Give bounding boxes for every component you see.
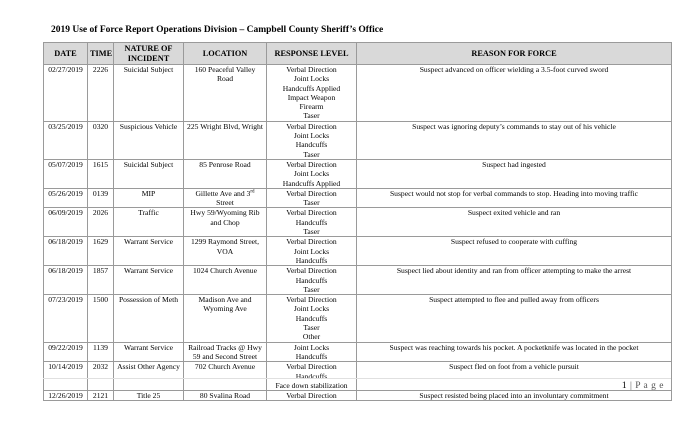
response-item: Verbal Direction — [286, 188, 337, 198]
cell-reason: Suspect attempted to flee and pulled away from officers — [357, 295, 672, 342]
response-item: Verbal Direction — [286, 391, 337, 401]
response-item: Handcuffs — [295, 351, 328, 361]
cell-location: Railroad Tracks @ Hwy 59 and Second Street — [184, 342, 267, 362]
cell-response — [267, 391, 357, 401]
table-row — [44, 362, 672, 391]
cell-nature: Assist Other Agency — [114, 362, 184, 391]
response-item: Taser — [303, 323, 320, 333]
footer-divider — [43, 378, 671, 379]
cell-date: 02/27/2019 — [44, 65, 88, 122]
response-item: Handcuffs — [295, 140, 328, 150]
table-row — [44, 295, 672, 342]
cell-date: 06/09/2019 — [44, 208, 88, 237]
cell-reason: Suspect fled on foot from a vehicle pursuit — [357, 362, 672, 391]
response-item: Handcuffs Applied — [282, 178, 341, 188]
cell-response — [267, 188, 357, 208]
cell-location: 80 Svalina Road — [184, 391, 267, 401]
header-response: RESPONSE LEVEL — [267, 43, 357, 65]
response-item: Verbal Direction — [286, 159, 337, 169]
response-item: Taser — [303, 198, 320, 208]
cell-response — [267, 65, 357, 122]
response-item: Verbal Direction — [286, 237, 337, 247]
table-row — [44, 121, 672, 159]
table-row — [44, 391, 672, 401]
cell-date: 05/07/2019 — [44, 159, 88, 188]
cell-date: 03/25/2019 — [44, 121, 88, 159]
cell-location: 225 Wright Blvd, Wright — [184, 121, 267, 159]
cell-response — [267, 159, 357, 188]
table-body — [44, 65, 672, 401]
cell-time: 0139 — [88, 188, 114, 208]
cell-time: 0320 — [88, 121, 114, 159]
response-item: Other — [302, 332, 321, 342]
cell-time: 2026 — [88, 208, 114, 237]
table-row — [44, 188, 672, 208]
cell-reason: Suspect lied about identity and ran from officer attempting to make the arrest — [357, 266, 672, 295]
response-item: Joint Locks — [293, 342, 330, 352]
cell-time: 1629 — [88, 237, 114, 266]
response-item: Verbal Direction — [286, 266, 337, 276]
response-item: Verbal Direction — [286, 208, 337, 218]
cell-nature: Title 25 — [114, 391, 184, 401]
header-reason: REASON FOR FORCE — [357, 43, 672, 65]
response-item: Handcuffs — [295, 275, 328, 285]
location-text: Gillette Ave and 3rd Street — [195, 188, 255, 208]
table-row — [44, 208, 672, 237]
page-number: 1 — [621, 381, 628, 391]
table-row — [44, 266, 672, 295]
response-item: Verbal Direction — [286, 65, 337, 74]
response-item: Joint Locks — [293, 74, 330, 84]
page-footer — [622, 381, 664, 391]
cell-nature: Suicidal Subject — [114, 159, 184, 188]
ordinal-suffix: rd — [250, 189, 255, 195]
cell-response — [267, 295, 357, 342]
cell-location: Madison Ave and Wyoming Ave — [184, 295, 267, 342]
cell-nature: MIP — [114, 188, 184, 208]
cell-nature: Warrant Service — [114, 342, 184, 362]
cell-nature: Warrant Service — [114, 237, 184, 266]
cell-response — [267, 208, 357, 237]
cell-time: 2226 — [88, 65, 114, 122]
use-of-force-table — [43, 42, 672, 401]
table-row — [44, 237, 672, 266]
response-item: Taser — [303, 149, 320, 159]
response-item: Handcuffs — [295, 217, 328, 227]
cell-response — [267, 362, 357, 391]
response-item: Handcuffs — [295, 371, 328, 381]
header-date: DATE — [44, 43, 88, 65]
cell-location: 1024 Church Avenue — [184, 266, 267, 295]
cell-date: 06/18/2019 — [44, 237, 88, 266]
header-time: TIME — [88, 43, 114, 65]
response-item: Impact Weapon — [287, 92, 336, 102]
cell-date: 12/26/2019 — [44, 391, 88, 401]
response-item: Joint Locks — [293, 246, 330, 256]
cell-time: 1500 — [88, 295, 114, 342]
header-nature: NATURE OF INCIDENT — [114, 43, 184, 65]
response-item: Verbal Direction — [286, 295, 337, 305]
table-row — [44, 342, 672, 362]
cell-response — [267, 237, 357, 266]
table-row — [44, 65, 672, 122]
cell-reason: Suspect refused to cooperate with cuffing — [357, 237, 672, 266]
cell-time: 1615 — [88, 159, 114, 188]
cell-reason: Suspect exited vehicle and ran — [357, 208, 672, 237]
cell-response — [267, 266, 357, 295]
cell-date: 05/26/2019 — [44, 188, 88, 208]
response-item: Taser — [303, 284, 320, 294]
cell-nature: Suspicious Vehicle — [114, 121, 184, 159]
response-item: Taser — [303, 227, 320, 237]
cell-reason: Suspect would not stop for verbal commands to stop. Heading into moving traffic — [357, 188, 672, 208]
cell-reason: Suspect resisted being placed into an involuntary commitment — [357, 391, 672, 401]
response-item: Taser — [303, 111, 320, 121]
cell-location: 160 Peaceful Valley Road — [184, 65, 267, 122]
cell-reason: Suspect was reaching towards his pocket. A pocketknife was located in the pocket — [357, 342, 672, 362]
document-title: 2019 Use of Force Report Operations Division – Campbell County Sheriff’s Office — [51, 25, 384, 35]
cell-time: 2121 — [88, 391, 114, 401]
cell-date: 09/22/2019 — [44, 342, 88, 362]
response-item: Joint Locks — [293, 169, 330, 179]
response-item: Verbal Direction — [286, 362, 337, 372]
cell-response — [267, 342, 357, 362]
cell-time: 1139 — [88, 342, 114, 362]
table-row — [44, 159, 672, 188]
cell-location: 85 Penrose Road — [184, 159, 267, 188]
header-location: LOCATION — [184, 43, 267, 65]
cell-reason: Suspect advanced on officer wielding a 3.5-foot curved sword — [357, 65, 672, 122]
response-item: Face down stabilization — [275, 380, 348, 390]
response-item: Firearm — [299, 102, 324, 112]
cell-time: 1857 — [88, 266, 114, 295]
cell-nature: Possession of Meth — [114, 295, 184, 342]
cell-nature: Traffic — [114, 208, 184, 237]
cell-time: 2032 — [88, 362, 114, 391]
cell-date: 07/23/2019 — [44, 295, 88, 342]
cell-location: 702 Church Avenue — [184, 362, 267, 391]
response-item: Handcuffs — [295, 313, 328, 323]
page-label: | P a g e — [627, 381, 664, 391]
response-item: Handcuffs — [295, 255, 328, 265]
cell-reason: Suspect had ingested — [357, 159, 672, 188]
cell-reason: Suspect was ignoring deputy’s commands to stay out of his vehicle — [357, 121, 672, 159]
response-item: Joint Locks — [293, 304, 330, 314]
cell-location — [184, 188, 267, 208]
cell-location: Hwy 59/Wyoming Rib and Chop — [184, 208, 267, 237]
response-item: Verbal Direction — [286, 121, 337, 131]
cell-date: 10/14/2019 — [44, 362, 88, 391]
cell-location: 1299 Raymond Street, VOA — [184, 237, 267, 266]
cell-response — [267, 121, 357, 159]
table-header-row — [44, 43, 672, 65]
response-item: Handcuffs Applied — [282, 83, 341, 93]
cell-date: 06/18/2019 — [44, 266, 88, 295]
cell-nature: Suicidal Subject — [114, 65, 184, 122]
response-item: Joint Locks — [293, 131, 330, 141]
cell-nature: Warrant Service — [114, 266, 184, 295]
